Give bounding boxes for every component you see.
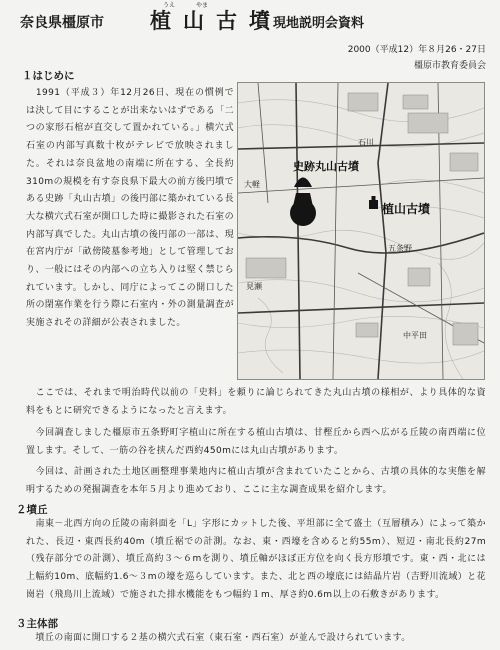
map-label-nakahirata: 中平田 [403,331,427,340]
map-label-ishikawa: 石川 [358,138,374,147]
intro-paragraph-4: 今回は、計画された土地区画整理事業地内に植山古墳が含まれていたことから、古墳の具体的な実態を解明するための発掘調査を本年５月より進めており、ここに主な調査成果を紹介します。 [26,467,486,495]
mound-paragraph: 南東－北西方向の丘陵の南斜面を「L」字形にカットした後、平坦部に全て盛土（互層積み）によって築かれた、長辺・東西長約40m（墳丘裾での計測。なお、東・西壕を含めると約55m）、短辺・南北長約27m（残存部分での計測）、墳丘高約３～６mを測り、墳丘軸がほぼ正方位を向く長方形墳です。東・西・北には上幅約10m、底幅約1.6～３mの壕を巡らしています。また、北と西の壕底には結晶片岩（吉野川流域）と花崗岩（飛鳥川上流域）で施された排水機能をもつ幅約１m、厚さ約0.6m以上の石敷きがあります。 [26,519,486,600]
intro-paragraph-2: ここでは、それまで明治時代以前の「史料」を頼りに論じられてきた丸山古墳の様相が、より具体的な資料をもとに研究できるようになったと言えます。 [26,388,486,416]
title-ruby-ue: うえ [163,2,176,9]
intro-paragraph-1: 1991（平成３）年12月26日、現在の慣例では決して目にすることが出来ないはずである「二つの家形石棺が直交して置かれている。」横穴式石室の内部写真数十枚がテレビで放映されました。それは奈良盆地の南端に所在する、全長約310mの規模を有す奈良県下最大の前方後円墳である史跡「丸山古墳」の後円部に築かれている長大な横穴式石室が開口した時に撮影された石室の内部写真でした。丸山古墳の後円部の一部は、現在宮内庁が「畝傍陵墓参考地」として管理しており、一般にはその内部への立ち入りは堅く禁じられています。しかし、同庁によってこの開口した所の閉塞作業を行う際に石室内・外の測量調査が実施されその詳細が公表されました。 [26,88,234,329]
intro-paragraph-3: 今回調査しました橿原市五条野町字植山に所在する植山古墳は、甘樫丘から西へ広がる丘陵の南西端に位置します。そして、一筋の谷を挟んだ西約450mには丸山古墳があります。 [26,428,486,456]
prefecture-city: 奈良県橿原市 [20,15,104,31]
map-label-gojono: 五条野 [388,244,412,253]
map-label-ohgaru: 大軽 [244,180,260,189]
page-title: 植山古墳 [150,9,282,33]
map-label-ueyama: 植山古墳 [382,202,431,216]
page-subtitle: 現地説明会資料 [273,16,365,31]
site-marker-icon [369,196,378,209]
section-heading-chamber: ３主体部 [16,618,58,630]
section-heading-intro: １はじめに [22,70,75,82]
map-label-maruyama: 史跡丸山古墳 [293,160,359,173]
site-location-map [237,82,485,380]
organization: 橿原市教育委員会 [413,61,486,71]
chamber-paragraph: 墳丘の南面に開口する２基の横穴式石室（東石室・西石室）が並んで設けられています。 [26,633,411,643]
document-date: 2000（平成12）年８月26・27日 [347,45,486,55]
map-label-mise: 見瀬 [246,282,262,291]
title-ruby-yama: やま [196,2,209,9]
section-heading-mound: ２墳丘 [16,504,48,516]
kofun-mound-icon [290,178,316,227]
